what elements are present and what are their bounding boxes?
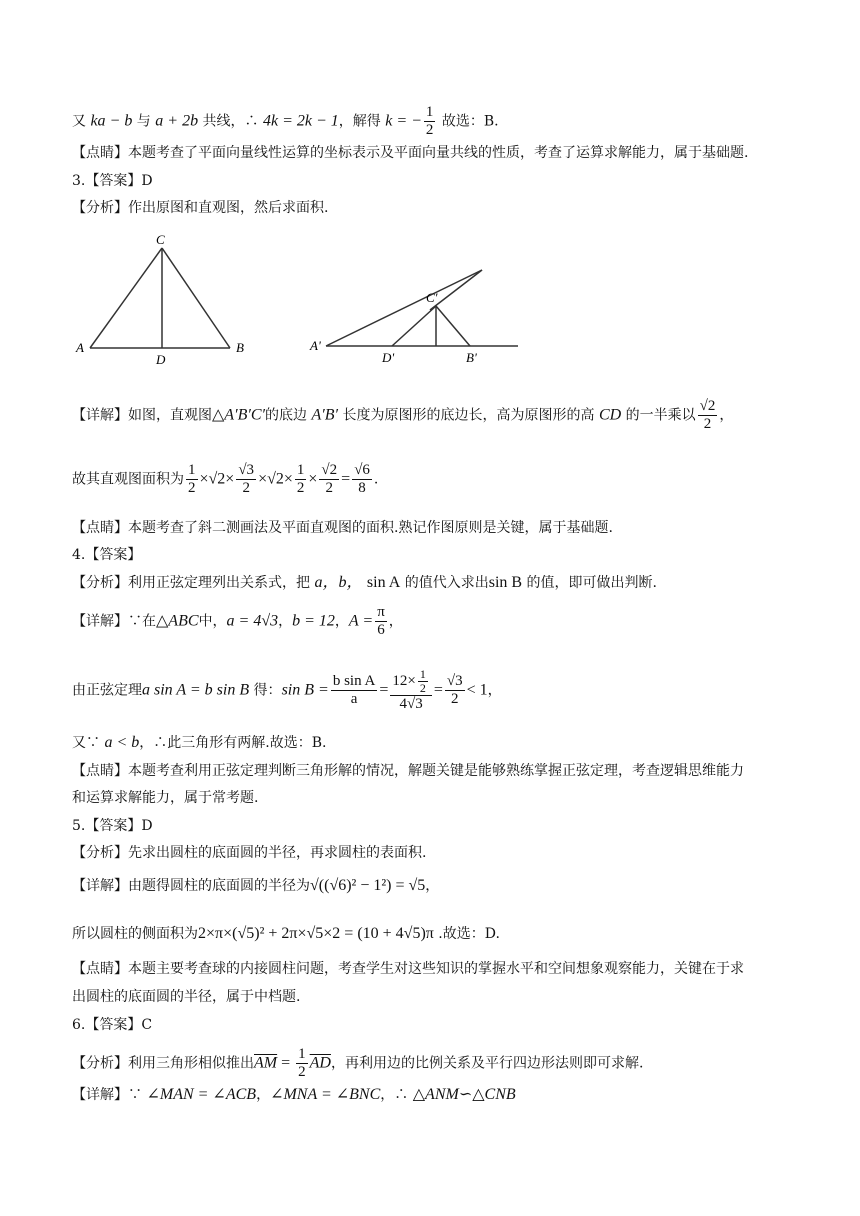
text: 的一半乘以 xyxy=(621,407,696,424)
math-vector-expr: a + 2b xyxy=(155,112,199,130)
line-collinear xyxy=(72,104,499,139)
label-A-prime: A' xyxy=(310,338,321,353)
line-two-solutions: 又∵ a < b，∴此三角形有两解.故选：B. xyxy=(72,734,327,751)
math-triangle: △ABC xyxy=(156,612,199,630)
line-answer-5: 5.【答案】D xyxy=(72,818,153,834)
math-triangle: △A′B′C′ xyxy=(212,406,266,424)
math-expr: sin B = xyxy=(281,681,329,699)
text: 长度为原图形的底边长，高为原图形的高 xyxy=(338,407,599,424)
fraction: $\frac{√3}{2}$ xyxy=(238,462,255,496)
text: 的底边 xyxy=(265,407,312,424)
line-comment-1: 【点睛】本题考查了平面向量线性运算的坐标表示及平面向量共线的性质，考查了运算求解能力，属于基础题. xyxy=(72,145,749,161)
label-D: D xyxy=(156,352,166,367)
line-analysis-5: 【分析】先求出圆柱的底面圆的半径，再求圆柱的表面积. xyxy=(72,845,427,861)
math-area: 2×π×(√5)² + 2π×√5×2 = (10 + 4√5)π xyxy=(198,925,434,942)
text: ， xyxy=(719,407,734,424)
line-detail-4: 【详解】∵在△ABC中，a = 4√3，b = 12，A = $\frac{\pi}{6}$ ， xyxy=(72,604,403,638)
fraction: $\frac{\text{b sin A}}{a}$ xyxy=(332,673,376,707)
label-D-prime: D' xyxy=(382,350,395,365)
line-answer-4: 4.【答案】 xyxy=(72,547,142,563)
math-vector-expr: ka − b xyxy=(90,112,133,130)
line-detail-3 xyxy=(72,398,733,433)
text: 【详解】如图，直观图 xyxy=(72,407,212,424)
fraction: $\frac{√3}{2}$ xyxy=(446,673,463,707)
text: 故其直观图面积为 xyxy=(72,471,184,488)
math-angle-eq: ∠MNA = ∠BNC xyxy=(270,1086,381,1103)
fraction: $\frac{√2}{2}$ xyxy=(699,398,716,432)
label-C-prime: C' xyxy=(426,290,438,305)
line-comment-3: 【点睛】本题考查了斜二测画法及平面直观图的面积.熟记作图原则是关键，属于基础题. xyxy=(72,520,613,536)
math-similar: △ANM∽△CNB xyxy=(412,1086,516,1103)
line-comment-4a: 【点睛】本题考查利用正弦定理判断三角形解的情况，解题关键是能够熟练掌握正弦定理，考查逻辑思维能力 xyxy=(72,763,744,779)
label-B-prime: B' xyxy=(466,350,477,365)
line-detail-5: 【详解】由题得圆柱的底面圆的半径为√((√6)² − 1²) = √5， xyxy=(72,877,440,894)
fraction: $\frac{1}{2}$ xyxy=(298,1046,306,1080)
line-comment-5b: 出圆柱的底面圆的半径，属于中档题. xyxy=(72,989,301,1005)
math-vector: $\overline{AM}$ xyxy=(254,1054,278,1072)
original-triangle xyxy=(75,232,244,367)
math-segment: CD xyxy=(598,406,622,424)
label-B: B xyxy=(236,340,244,355)
math-angle-eq: ∠MAN = ∠ACB xyxy=(146,1086,257,1103)
math-equation: A = xyxy=(348,612,374,630)
math-equation: a sin A = b sin B xyxy=(142,681,250,699)
triangle-figures xyxy=(70,230,530,370)
fraction: $\frac{√6}{8}$ xyxy=(354,462,370,496)
fraction: $\frac{√2}{2}$ xyxy=(321,462,338,496)
math-sin: sin A xyxy=(366,574,401,591)
line-area-calc: 故其直观图面积为 $\frac{1}{2}$ ×√2× $\frac{√3}{2}$ ×√2× $\frac{1}{2}$ × $\frac{√2}{2}$ = $\frac{√6}{8}$ . xyxy=(72,462,379,496)
text: 又 xyxy=(72,113,91,130)
math-vector: $\overline{AD}$ xyxy=(309,1054,331,1072)
text: ，解得 xyxy=(338,113,386,130)
label-A: A xyxy=(76,340,84,355)
text: 与 xyxy=(132,113,156,130)
label-C: C xyxy=(156,232,165,247)
math-inequality: a < b xyxy=(104,734,140,751)
math-radius: √((√6)² − 1²) = √5 xyxy=(310,877,426,894)
math-equation: b = 12 xyxy=(292,612,335,630)
line-detail-6: 【详解】∵ ∠MAN = ∠ACB，∠MNA = ∠BNC，∴ △ANM∽△CNB xyxy=(72,1086,516,1103)
line-answer-3: 3.【答案】D xyxy=(72,173,153,189)
line-analysis-3: 【分析】作出原图和直观图，然后求面积. xyxy=(72,200,329,216)
fraction: $\frac{1}{2}$ xyxy=(425,104,434,138)
text: 故选：B. xyxy=(437,113,499,130)
math-equation: a = 4√3 xyxy=(226,612,279,630)
line-surface-area: 所以圆柱的侧面积为2×π×(√5)² + 2π×√5×2 = (10 + 4√5)π .故选：D. xyxy=(72,925,500,942)
line-sine-law: 由正弦定理a sin A = b sin B 得：sin B = $\frac{\text{b sin A}}{a}$ = 12× $\frac{1}{2}$ 4√3 = $\frac{√3}{2}$ < 1， xyxy=(72,667,502,712)
direct-view-triangle xyxy=(309,270,518,365)
compound-fraction: 12× $\frac{1}{2}$ 4√3 xyxy=(390,668,431,713)
line-answer-6: 6.【答案】C xyxy=(72,1017,153,1033)
line-comment-4b: 和运算求解能力，属于常考题. xyxy=(72,790,259,806)
line-analysis-4: 【分析】利用正弦定理列出关系式，把 a，b， sin A 的值代入求出sin B 的值，即可做出判断. xyxy=(72,574,657,591)
fraction: $\frac{1}{2}$ xyxy=(296,462,305,496)
math-segment: A′B′ xyxy=(311,406,339,424)
line-comment-5a: 【点睛】本题主要考查球的内接圆柱问题，考查学生对这些知识的掌握水平和空间想象观察能力，关键在于求 xyxy=(72,961,744,977)
math-vars: a，b， xyxy=(314,574,363,591)
fraction: $\frac{1}{2}$ xyxy=(188,462,196,496)
math-sin: sin B xyxy=(488,574,523,591)
line-analysis-6: 【分析】利用三角形相似推出$\overline{AM}$ = $\frac{1}{2}$ $\overline{AD}$，再利用边的比例关系及平行四边形法则即可求解. xyxy=(72,1046,644,1080)
math-equation: 4k = 2k − 1 xyxy=(262,112,339,130)
math-expr: k = − xyxy=(385,112,422,130)
text: 共线，∴ xyxy=(198,113,263,130)
fraction: $\frac{\pi}{6}$ xyxy=(377,604,385,638)
